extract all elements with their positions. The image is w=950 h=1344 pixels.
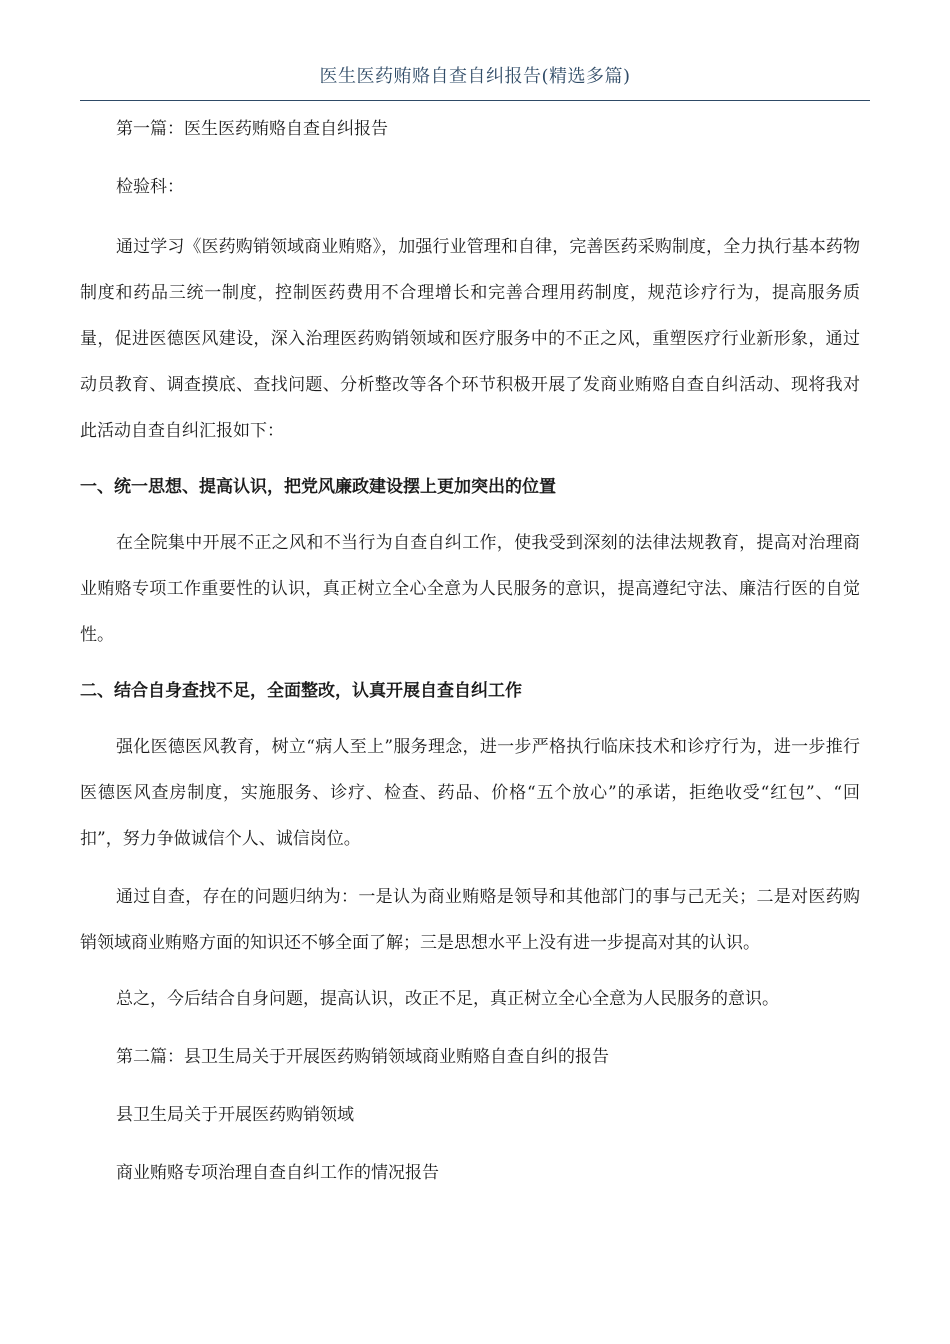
- part2-subtitle-1: 县卫生局关于开展医药购销领域: [116, 1105, 354, 1125]
- summary-paragraph: 总之，今后结合自身问题，提高认识，改正不足，真正树立全心全意为人民服务的意识。: [116, 989, 779, 1009]
- part2-title: 第二篇：县卫生局关于开展医药购销领域商业贿赂自查自纠的报告: [116, 1047, 609, 1067]
- section1-paragraph: 在全院集中开展不正之风和不当行为自查自纠工作，使我受到深刻的法律法规教育，提高对治理商业贿赂专项工作重要性的认识，真正树立全心全意为人民服务的意识，提高遵纪守法、廉洁行医的自觉性。: [80, 533, 860, 645]
- section-heading-2: 二、结合自身查找不足，全面整改，认真开展自查自纠工作: [80, 681, 522, 701]
- part2-subtitle-2: 商业贿赂专项治理自查自纠工作的情况报告: [116, 1163, 439, 1183]
- document-header-title: 医生医药贿赂自查自纠报告(精选多篇): [319, 66, 631, 87]
- header-divider: [80, 100, 870, 101]
- section2-paragraph-2: 通过自查，存在的问题归纳为：一是认为商业贿赂是领导和其他部门的事与己无关；二是对医药购销领域商业贿赂方面的知识还不够全面了解；三是思想水平上没有进一步提高对其的认识。: [80, 887, 860, 953]
- intro-paragraph: 通过学习《医药购销领域商业贿赂》，加强行业管理和自律，完善医药采购制度，全力执行基本药物制度和药品三统一制度，控制医药费用不合理增长和完善合理用药制度，规范诊疗行为，提高服务质量，促进医德医风建设，深入治理医药购销领域和医疗服务中的不正之风，重塑医疗行业新形象，通过动员教育、调查摸底、查找问题、分析整改等各个环节积极开展了发商业贿赂自查自纠活动、现将我对此活动自查自纠汇报如下：: [80, 237, 860, 441]
- part1-title: 第一篇：医生医药贿赂自查自纠报告: [116, 119, 388, 139]
- section-heading-1: 一、统一思想、提高认识，把党风廉政建设摆上更加突出的位置: [80, 477, 556, 497]
- section2-paragraph-1: 强化医德医风教育，树立“病人至上”服务理念，进一步严格执行临床技术和诊疗行为，进一步推行医德医风查房制度，实施服务、诊疗、检查、药品、价格“五个放心”的承诺，拒绝收受“红包”、“回扣”，努力争做诚信个人、诚信岗位。: [80, 737, 860, 849]
- department-label: 检验科：: [116, 177, 184, 197]
- document-body: [80, 108, 860, 1210]
